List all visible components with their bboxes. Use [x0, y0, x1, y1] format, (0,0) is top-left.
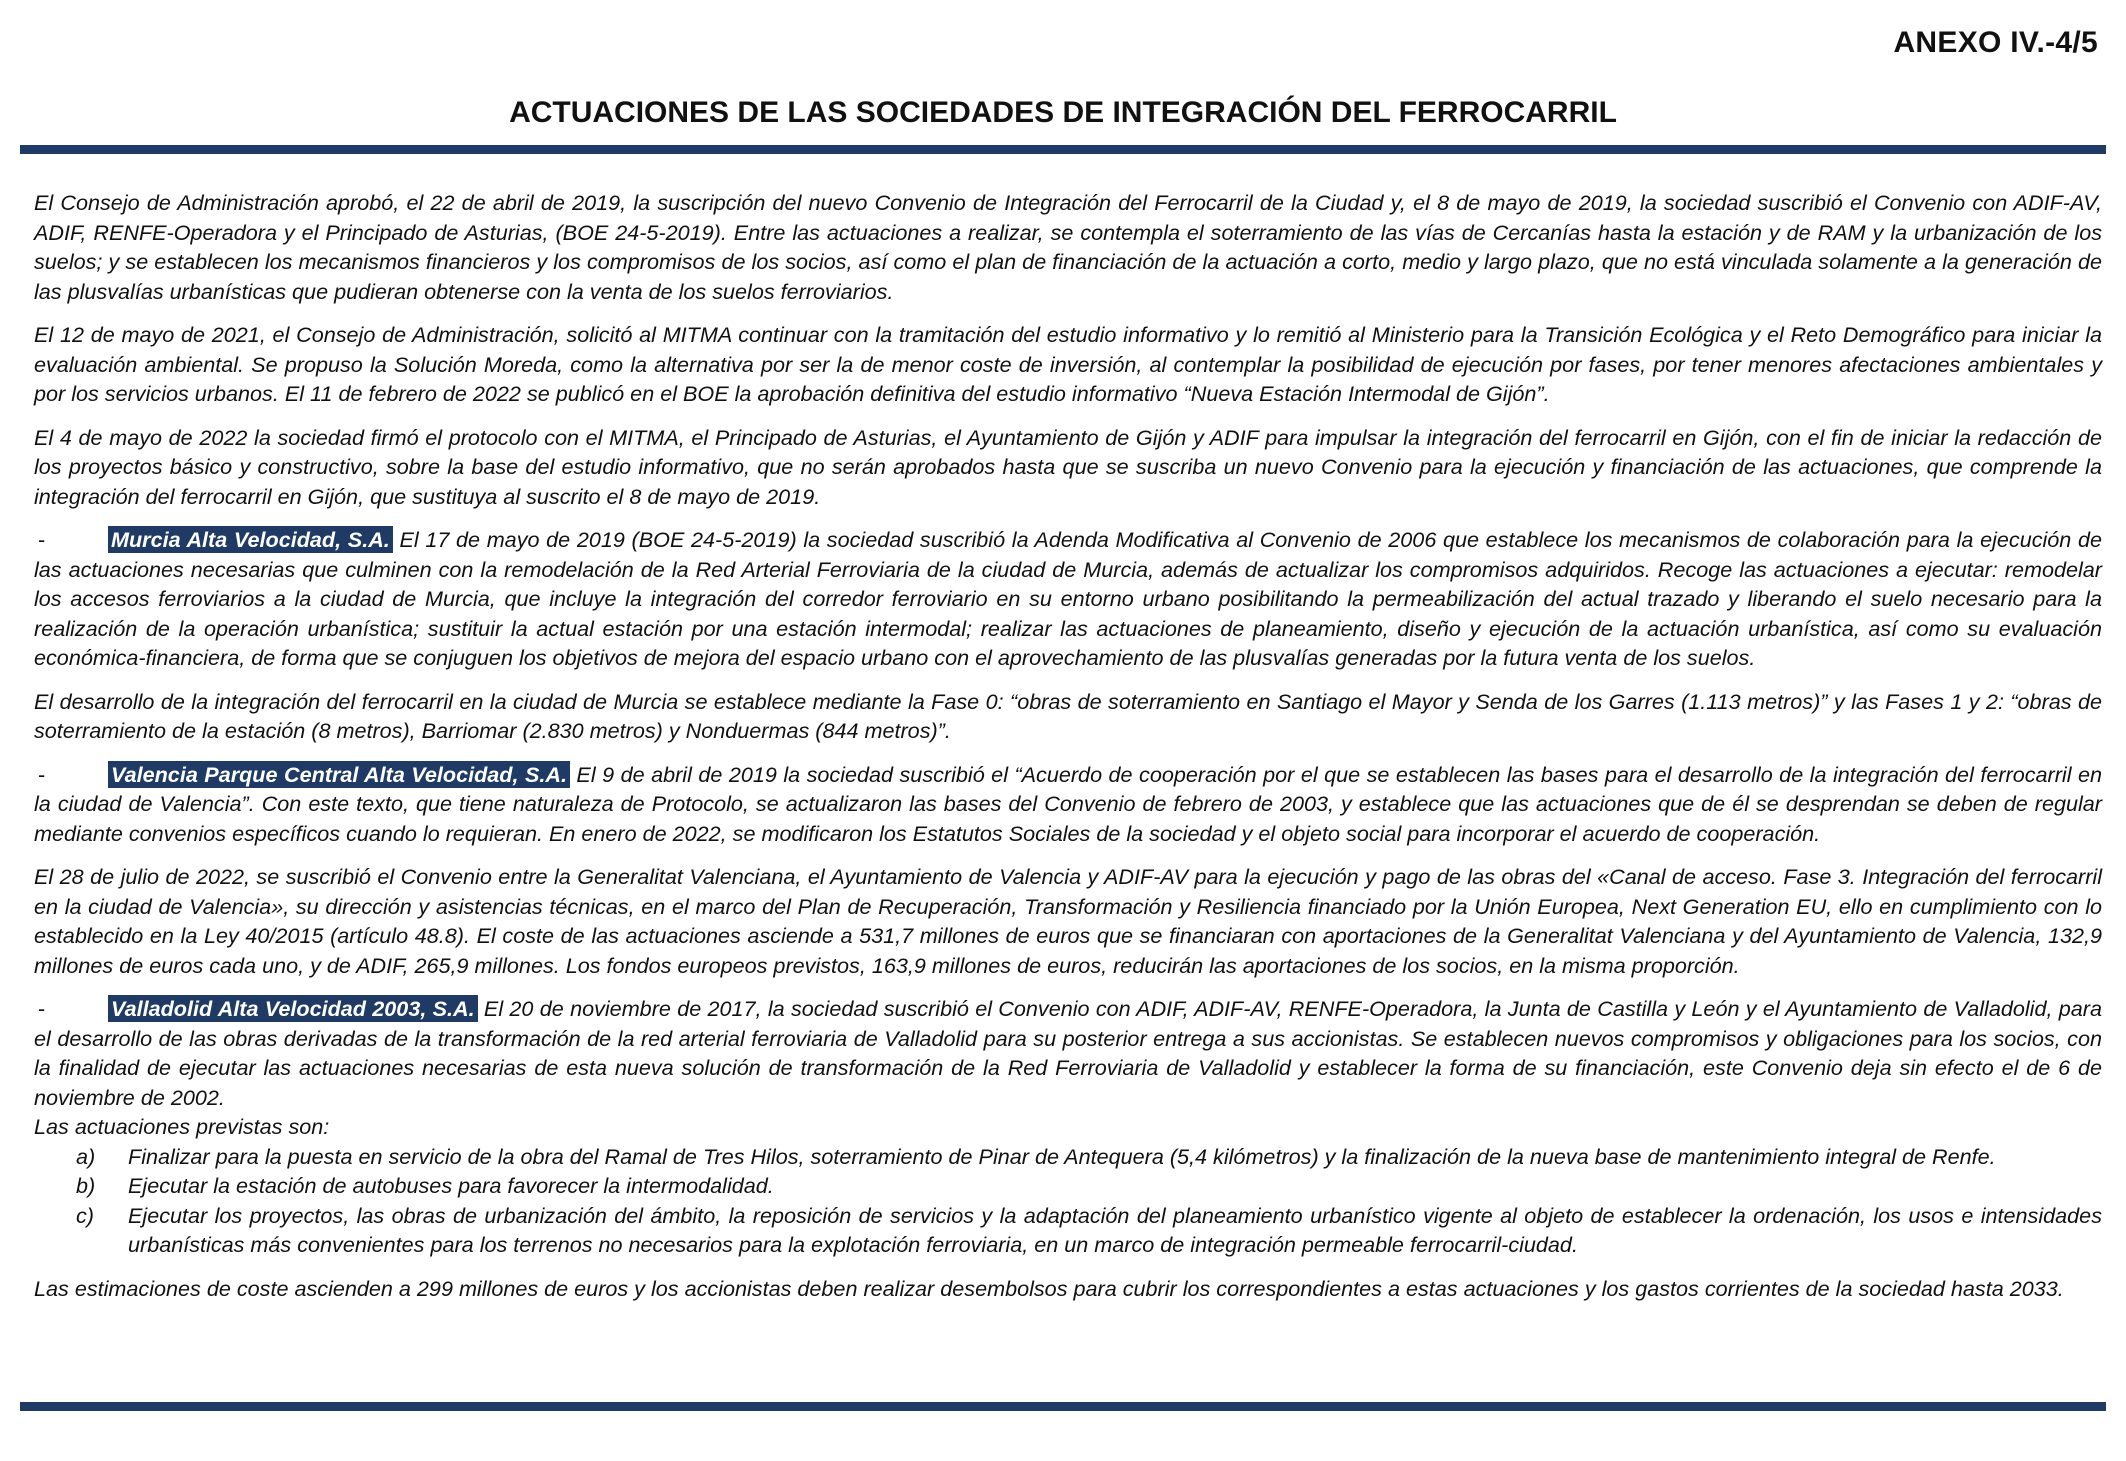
annex-label: ANEXO IV.-4/5: [1893, 26, 2098, 59]
valencia-text: El 9 de abril de 2019 la sociedad suscribió el “Acuerdo de cooperación por el que se establecen las bases para el desarrollo de la integración del ferrocarril en la ciudad de Valencia”. Con este texto, que tiene naturaleza de Protocolo, se actualizaron las bases del Convenio de febrero de 2003, y establece que las actuaciones que de él se desprendan se deben de regular mediante convenios específicos cuando lo requieran. En enero de 2022, se modificaron los Estatutos Sociales de la sociedad y el objeto social para incorporar el acuerdo de cooperación.: [34, 761, 2103, 846]
paragraph-gijon-convenio: El Consejo de Administración aprobó, el 22 de abril de 2019, la suscripción del nuevo Convenio de Integración del Ferrocarril de la Ciudad y, el 8 de mayo de 2019, la sociedad suscribió el Convenio con ADIF-AV, ADIF, RENFE-Operadora y el Principado de Asturias, (BOE 24-5-2019). Entre las actuaciones a realizar, se contempla el soterramiento de las vías de Cercanías hasta la estación y de RAM y la urbanización de los suelos; y se establecen los mecanismos financieros y los compromisos de los socios, así como el plan de financiación de la actuación a corto, medio y largo plazo, que no está vinculada solamente a la generación de las plusvalías urbanísticas que pudieran obtenerse con la venta de los suelos ferroviarios.: [34, 190, 2102, 304]
list-item-text: Finalizar para la puesta en servicio de la obra del Ramal de Tres Hilos, soterramiento de Pinar de Antequera (5,4 kilómetros) y la finalización de la nueva base de mantenimiento integral de Renfe.: [128, 1143, 1996, 1169]
list-dash: -: [38, 996, 46, 1021]
list-intro: Las actuaciones previstas son:: [34, 1114, 330, 1139]
list-item-label: a): [76, 1143, 96, 1169]
company-name-murcia: Murcia Alta Velocidad, S.A.: [108, 526, 393, 553]
page-title: ACTUACIONES DE LAS SOCIEDADES DE INTEGRACIÓN DEL FERROCARRIL: [509, 96, 1617, 129]
paragraph-valencia: [34, 760, 2102, 849]
list-item: [34, 1171, 2102, 1201]
murcia-text: El 17 de mayo de 2019 (BOE 24-5-2019) la sociedad suscribió la Adenda Modificativa al Convenio de 2006 que establece los mecanismos de colaboración para la ejecución de las actuaciones necesarias que culminen con la remodelación de la Red Arterial Ferroviaria de la ciudad de Murcia, además de actualizar los compromisos adquiridos. Recoge las actuaciones a ejecutar: remodelar los accesos ferroviarios a la ciudad de Murcia, que incluye la integración del corredor ferroviario en su entorno urbano posibilitando la permeabilización del actual trazado y liberando el suelo necesario para la realización de la operación urbanística; sustituir la actual estación por una estación intermodal; realizar las actuaciones de planeamiento, diseño y ejecución de la actuación urbanística, así como su evaluación económica-financiera, de forma que se conjuguen los objetivos de mejora del espacio urbano con el aprovechamiento de las plusvalías generadas por la futura venta de los suelos.: [34, 527, 2102, 670]
list-item-label: b): [76, 1173, 96, 1198]
paragraph-murcia: [34, 525, 2102, 673]
list-item-label: c): [76, 1202, 94, 1228]
list-dash: -: [38, 527, 46, 552]
list-item-text: Ejecutar la estación de autobuses para favorecer la intermodalidad.: [128, 1173, 774, 1198]
paragraph-murcia-fases: El desarrollo de la integración del ferrocarril en la ciudad de Murcia se establece mediante la Fase 0: “obras de soterramiento en Santiago el Mayor y Senda de los Garres (1.113 metros)” y las Fases 1 y 2: “obras de soterramiento de la estación (8 metros), Barriomar (2.830 metros) y Nonduermas (844 metros)”.: [34, 688, 2102, 743]
paragraph-valencia-convenio: El 28 de julio de 2022, se suscribió el Convenio entre la Generalitat Valenciana, el Ayuntamiento de Valencia y ADIF-AV para la ejecución y pago de las obras del «Canal de acceso. Fase 3. Integración del ferrocarril en la ciudad de Valencia», su dirección y asistencias técnicas, en el marco del Plan de Recuperación, Transformación y Resiliencia financiado por la Unión Europea, Next Generation EU, ello en cumplimiento con lo establecido en la Ley 40/2015 (artículo 48.8). El coste de las actuaciones asciende a 531,7 millones de euros que se financiaran con aportaciones de la Generalitat Valenciana y del Ayuntamiento de Valencia, 132,9 millones de euros cada uno, y de ADIF, 265,9 millones. Los fondos europeos previstos, 163,9 millones de euros, reducirán las aportaciones de los socios, en la misma proporción.: [34, 864, 2102, 978]
list-dash: -: [38, 761, 46, 787]
list-item: [34, 1142, 2102, 1172]
paragraph-valladolid: [34, 994, 2102, 1112]
document-body: [34, 188, 2102, 1317]
actuaciones-list: [34, 1142, 2102, 1260]
list-item-text: Ejecutar los proyectos, las obras de urbanización del ámbito, la reposición de servicios y la adaptación del planeamiento urbanístico vigente al objeto de establecer la ordenación, los usos e intensidades urbanísticas más convenientes para los terrenos no necesarios para la explotación ferroviaria, en un marco de integración permeable ferrocarril-ciudad.: [128, 1202, 2102, 1257]
valladolid-text: El 20 de noviembre de 2017, la sociedad suscribió el Convenio con ADIF, ADIF-AV, RENFE-Operadora, la Junta de Castilla y León y el Ayuntamiento de Valladolid, para el desarrollo de las obras derivadas de la transformación de la red arterial ferroviaria de Valladolid para su posterior entrega a sus accionistas. Se establecen nuevos compromisos y obligaciones para los socios, con la finalidad de ejecutar las actuaciones necesarias de esta nueva solución de transformación de la Red Ferroviaria de Valladolid y establecer la forma de su financiación, este Convenio deja sin efecto el de 6 de noviembre de 2002.: [34, 996, 2102, 1110]
company-name-valencia: Valencia Parque Central Alta Velocidad, S.A.: [108, 761, 570, 788]
list-item: [34, 1201, 2102, 1260]
footer-divider: [20, 1402, 2106, 1411]
header-divider: [20, 145, 2106, 154]
company-name-valladolid: Valladolid Alta Velocidad 2003, S.A.: [108, 995, 478, 1022]
paragraph-gijon-estudio: El 12 de mayo de 2021, el Consejo de Administración, solicitó al MITMA continuar con la tramitación del estudio informativo y lo remitió al Ministerio para la Transición Ecológica y el Reto Demográfico para iniciar la evaluación ambiental. Se propuso la Solución Moreda, como la alternativa por ser la de menor coste de inversión, al contemplar la posibilidad de ejecución por fases, por tener menores afectaciones ambientales y por los servicios urbanos. El 11 de febrero de 2022 se publicó en el BOE la aprobación definitiva del estudio informativo “Nueva Estación Intermodal de Gijón”.: [34, 322, 2102, 406]
paragraph-costes: Las estimaciones de coste ascienden a 299 millones de euros y los accionistas deben realizar desembolsos para cubrir los correspondientes a estas actuaciones y los gastos corrientes de la sociedad hasta 2033.: [34, 1275, 2064, 1301]
paragraph-gijon-protocolo: El 4 de mayo de 2022 la sociedad firmó el protocolo con el MITMA, el Principado de Asturias, el Ayuntamiento de Gijón y ADIF para impulsar la integración del ferrocarril en Gijón, con el fin de iniciar la redacción de los proyectos básico y constructivo, sobre la base del estudio informativo, que no serán aprobados hasta que se suscriba un nuevo Convenio para la ejecución y financiación de las actuaciones, que comprende la integración del ferrocarril en Gijón, que sustituya al suscrito el 8 de mayo de 2019.: [34, 424, 2102, 509]
